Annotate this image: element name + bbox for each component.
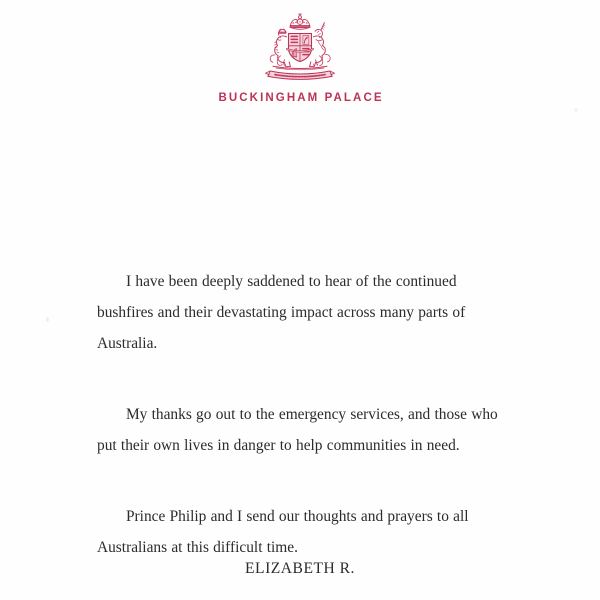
letter-body [97, 266, 511, 563]
royal-coat-of-arms-icon [254, 11, 346, 83]
scan-artifact [574, 108, 578, 112]
letterhead [0, 0, 600, 104]
letter-paragraph: Prince Philip and I send our thoughts and prayers to all Australians at this difficult time. [97, 508, 469, 556]
letter-paragraph: I have been deeply saddened to hear of the continued bushfires and their devastating impact across many parts of Australia. [97, 273, 466, 352]
letter-paragraph: My thanks go out to the emergency services, and those who put their own lives in danger to help communities in need. [97, 406, 498, 454]
signature-block [0, 560, 600, 578]
letterhead-title: BUCKINGHAM PALACE [218, 92, 384, 104]
signature-name: ELIZABETH R. [245, 560, 355, 577]
scan-artifact [46, 317, 49, 322]
